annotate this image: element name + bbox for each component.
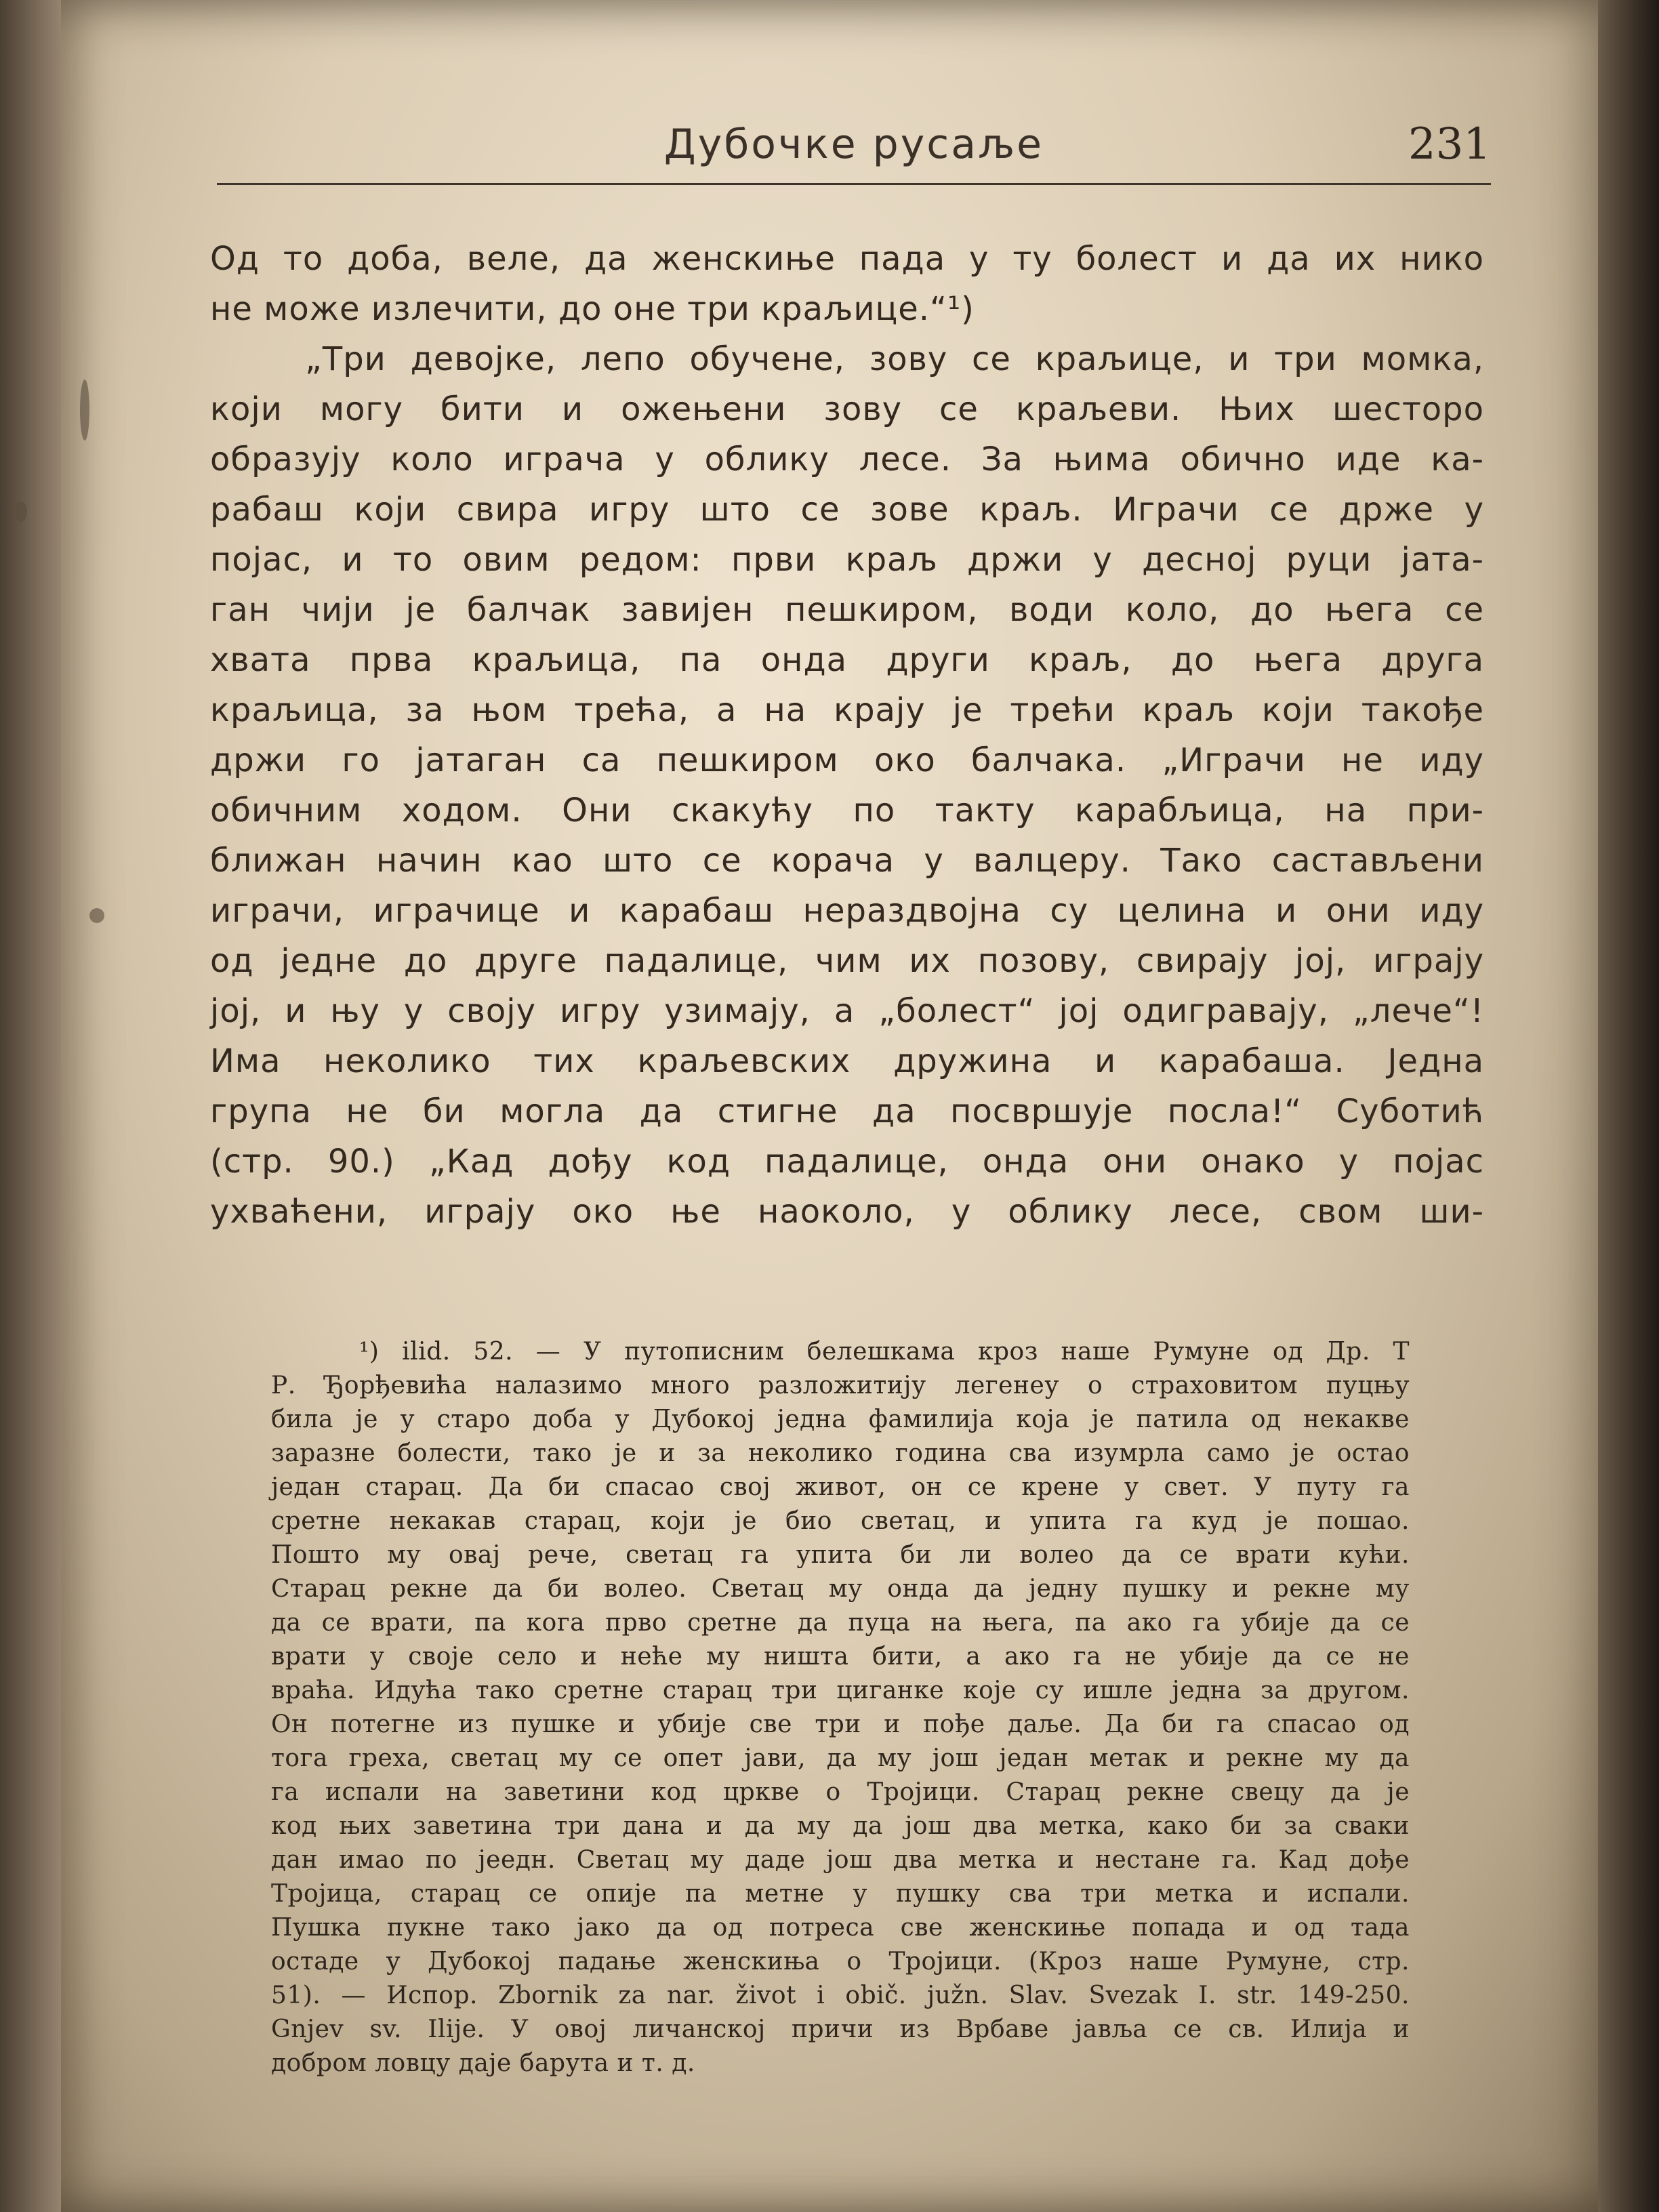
page-header — [217, 115, 1491, 185]
body-line: јој, и њу у своју игру узимају, а „болест“ јој одигравају, „лече“! — [210, 992, 1484, 1030]
footnote-line: га испали на заветини код цркве о Тројици. Старац рекне свецу да је — [271, 1778, 1410, 1806]
body-line: обичним ходом. Они скакућу по такту карабљица, на при- — [210, 792, 1484, 830]
footnote-line: врати у своје село и неће му ништа бити, а ако га не убије да се не — [271, 1643, 1410, 1671]
body-line: група не би могла да стигне да посвршује посла!“ Суботић — [210, 1092, 1484, 1130]
body-line: Има неколико тих краљевских дружина и карабаша. Једна — [210, 1042, 1484, 1080]
body-line: од једне до друге падалице, чим их позову, свирају јој, играју — [210, 942, 1484, 980]
footnote-line: један старац. Да би спасао свој живот, он се крене у свет. У путу га — [271, 1473, 1410, 1501]
body-line: краљица, за њом трећа, а на крају је трећи краљ који такође — [210, 691, 1484, 729]
body-line: хвата прва краљица, па онда други краљ, до њега друга — [210, 641, 1484, 679]
body-line: образују коло играча у облику лесе. За њима обично иде ка- — [210, 441, 1484, 478]
footnote-line: Р. Ђорђевића налазимо много разложитију легенеу о страховитом пуцњу — [271, 1372, 1410, 1399]
footnote-line: да се врати, па кога прво сретне да пуца на њега, па ако га убије да се — [271, 1609, 1410, 1637]
body-line: рабаш који свира игру што се зове краљ. Играчи се држе у — [210, 491, 1484, 529]
footnote-line: 51). — Испор. Zbornik za nar. život i obič. južn. Slav. Svezak I. str. 149-250. — [271, 1982, 1410, 2009]
footnote-line: Старац рекне да би волео. Светац му онда да једну пушку и рекне му — [271, 1575, 1410, 1603]
footnote-block — [271, 1335, 1410, 2081]
body-line: не може излечити, до оне три краљице.“¹) — [210, 290, 975, 328]
ink-mark — [80, 380, 89, 441]
footnote-line: Пошто му овај рече, светац га упита би ли волео да се врати кући. — [271, 1541, 1410, 1569]
body-line: „Три девојке, лепо обучене, зову се краљице, и три момка, — [305, 340, 1484, 378]
footnote-line: дан имао по јеедн. Светац му даде још два метка и нестане га. Кад дође — [271, 1846, 1410, 1874]
footnote-line: ¹) ilid. 52. — У путописним белешкама кроз наше Румуне од Др. Т — [359, 1338, 1410, 1366]
body-line: Од то доба, веле, да женскиње пада у ту болест и да их нико — [210, 240, 1484, 278]
body-line: ухваћени, играју око ње наоколо, у облику лесе, свом ши- — [210, 1193, 1484, 1231]
body-line: држи го јатаган са пешкиром око балчака. „Играчи не иду — [210, 741, 1484, 779]
footnote-line: заразне болести, тако је и за неколико година сва изумрла само је остао — [271, 1439, 1410, 1467]
footnote-line: код њих заветина три дана и да му да још два метка, како би за сваки — [271, 1812, 1410, 1840]
footnote-line: враћа. Идућа тако сретне старац три циганке које су ишле једна за другом. — [271, 1677, 1410, 1704]
body-line: (стр. 90.) „Кад дођу код падалице, онда они онако у појас — [210, 1143, 1484, 1181]
footnote-line: Gnjev sv. Ilije. У овој личанској причи из Врбаве јавља се св. Илија и — [271, 2015, 1410, 2043]
page-number: 231 — [1408, 119, 1491, 169]
body-line: који могу бити и ожењени зову се краљеви. Њих шесторо — [210, 390, 1484, 428]
footnote-line: Пушка пукне тако јако да од потреса све женскиње попада и од тада — [271, 1914, 1410, 1942]
footnote-line: добром ловцу даје барута и т. д. — [271, 2049, 695, 2077]
book-edge-right — [1598, 0, 1659, 2212]
body-text — [210, 234, 1484, 1237]
footnote-line: тога греха, светац му се опет јави, да му још један метак и рекне му да — [271, 1744, 1410, 1772]
ink-mark — [15, 501, 27, 522]
footnote-line: Тројица, старац се опије па метне у пушку сва три метка и испали. — [271, 1880, 1410, 1908]
footnote-line: Он потегне из пушке и убије све три и пође даље. Да би га спасао од — [271, 1711, 1410, 1738]
body-line: играчи, играчице и карабаш нераздвојна су целина и они иду — [210, 892, 1484, 930]
ink-mark — [89, 908, 104, 923]
running-title: Дубочке русаље — [663, 121, 1044, 168]
footnote-line: била је у старо доба у Дубокој једна фамилија која је патила од некакве — [271, 1406, 1410, 1433]
footnote-line: остаде у Дубокој падање женскиња о Тројици. (Кроз наше Румуне, стр. — [271, 1948, 1410, 1975]
body-line: ближан начин као што се корача у валцеру. Тако састављени — [210, 842, 1484, 880]
footnote-line: сретне некакав старац, који је био светац, и упита га куд је пошао. — [271, 1507, 1410, 1535]
body-line: појас, и то овим редом: први краљ држи у десној руци јата- — [210, 541, 1484, 579]
body-line: ган чији је балчак завијен пешкиром, води коло, до њега се — [210, 591, 1484, 629]
